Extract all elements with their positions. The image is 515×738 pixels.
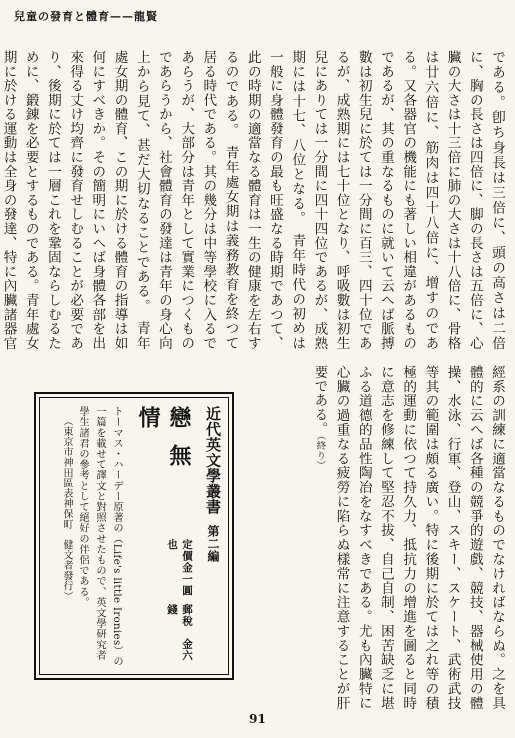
publisher-line: （東京市神田區表神保町 健文者發行） xyxy=(61,416,72,602)
series-volume: 第二編 xyxy=(206,524,220,562)
advertisement-box xyxy=(34,392,234,680)
series-title: 近代英文學叢書 xyxy=(204,406,222,515)
advertisement-body: トーマス・ハーデー原著の（Life's little Ironies）の一篇を載せて譯文と對照させたもので、英文學研究者學生諸君の參考として絕好の伴侶である。 xyxy=(77,406,123,667)
end-mark: （終り） xyxy=(314,435,326,471)
postage-line: 郵稅 金六錢 xyxy=(166,604,193,662)
price-line: 定價金一圓也 xyxy=(166,538,193,597)
title-block xyxy=(133,406,195,670)
price-block xyxy=(133,539,195,670)
page-number: 91 xyxy=(249,712,266,726)
series-line xyxy=(203,406,224,670)
running-head: 兒童の發育と體育——龍賢 xyxy=(14,10,158,23)
book-title: 戀無情 xyxy=(135,406,192,482)
body-text-top: である。卽ち身長は三倍に、頭の高さは二倍に、胸の長さは四倍に、脚の長さは五倍に、心臟の大さは十三倍に肺の大さは十八倍に、骨格は廿六倍に、筋肉は四十八倍に、增すのである。又各器官の機能にも著しい相違があるものであるが、其の重なるものに就いて云へば脈搏數は初生兒に於ては一分間に百三、四十位であるが、成熟期には七十位となり、呼吸數は初生兒にありては一分間に四十四位であるが、成熟期には十七、八位となる。 青年時代の初めは一般に身體發育の最も旺盛なる時期であつて、此の時期の適當なる體育は一生の健康を左右するのである。 青年處女期は義務教育を終つて居る時代である。其の幾分は中等學校に入るであらうが、大部分は青年として實業につくものであらうから、社會體育の發達は青年の身心向上から見て、甚だ大切なることである。 青年處女期の體育、この期に於ける體育の指導は如何にすべきか。その簡明にいへば身體各部を出來得る丈け均齊に發育せしむることが必要であり、後期に於ては一層これを鞏固ならしむるために、鍛錬を必要とするものである。青年處女期に於ける運動は全身の發達、特に內臟諸器官 xyxy=(0,50,505,350)
advertisement-content xyxy=(44,406,224,670)
body-text-bottom-content: 經系の訓練に適當なるものでなければならぬ。之を具體的に云へば各種の競爭的遊戲、競技、器械使用の體操、水泳、行軍、登山、スキー、スケート、武術武技等其の範圍は頗る廣い。特に後期に於ては之れ等の積極的運動に依つて持久力、抵抗力の增進を圖ると同時に意志を修練して堅忍不拔、自己自制、困苦缺乏に堪ふる道德的品性陶冶をなすべきである。尤も內臟特に心臟の過重なる疲勞に陷らぬ樣常に注意することが肝要である。 xyxy=(311,365,505,710)
body-text-bottom xyxy=(262,365,508,710)
